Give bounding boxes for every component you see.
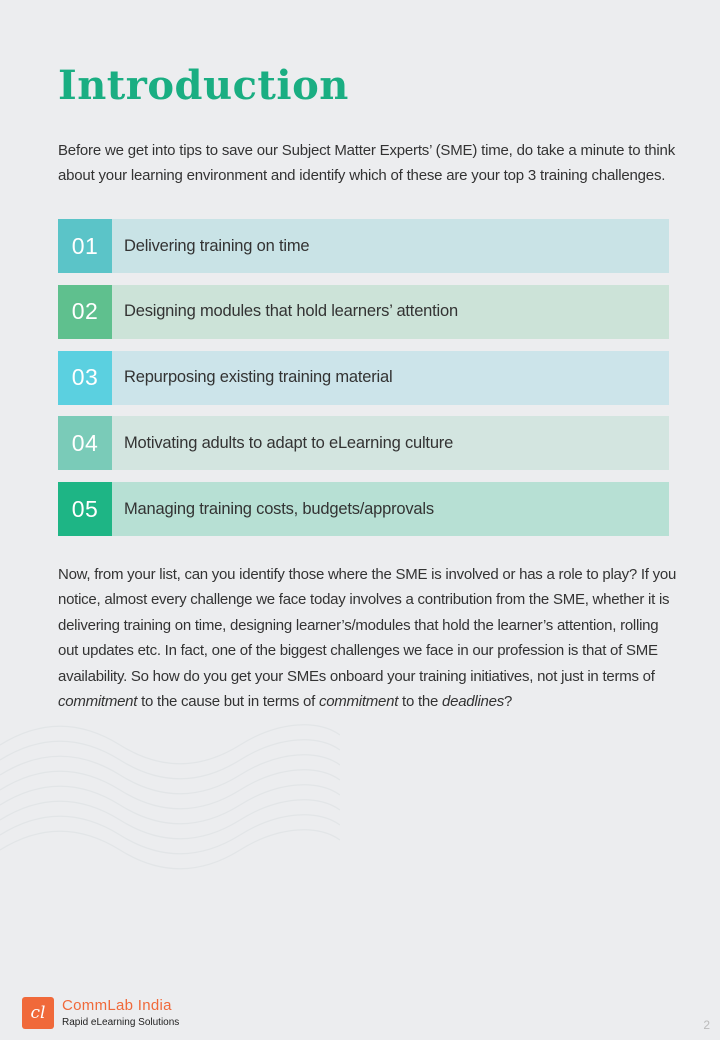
decorative-waves (0, 710, 340, 870)
body-text-part: Now, from your list, can you identify those where the SME is involved or has a role to play? If you notice, almost every challenge we face today involves a contribution from the SME, whether it is delivering training on time, designing learner’s/modules that hold the learner’s attention, rolling out updates etc. In fact, one of the biggest challenges we face in our profession is that of SME availability. So how do you get your SMEs onboard your training initiatives, not just in terms of (58, 566, 677, 685)
challenge-item-02 (58, 285, 669, 339)
challenge-label: Delivering training on time (112, 219, 669, 273)
body-text-part: to the (398, 693, 443, 711)
emphasis-commitment: commitment (58, 693, 138, 711)
body-paragraph (58, 562, 680, 714)
commlab-logo-icon: cl (22, 997, 54, 1029)
challenge-number: 04 (58, 416, 112, 470)
challenge-item-03 (58, 351, 669, 405)
body-text-part: to the cause but in terms of (137, 693, 319, 711)
challenges-list (58, 219, 669, 548)
body-text-part: ? (503, 693, 513, 711)
challenge-label: Repurposing existing training material (112, 351, 669, 405)
challenge-label: Designing modules that hold learners’ attention (112, 285, 669, 339)
challenge-label: Managing training costs, budgets/approvals (112, 482, 669, 536)
challenge-number: 01 (58, 219, 112, 273)
challenge-number: 02 (58, 285, 112, 339)
brand-logo (22, 997, 179, 1029)
challenge-label: Motivating adults to adapt to eLearning culture (112, 416, 669, 470)
page-title: Introduction (58, 62, 349, 109)
challenge-item-04 (58, 416, 669, 470)
challenge-item-01 (58, 219, 669, 273)
brand-name: CommLab India (62, 996, 172, 1014)
challenge-number: 05 (58, 482, 112, 536)
emphasis-deadlines: deadlines (442, 693, 504, 711)
emphasis-commitment: commitment (318, 693, 399, 711)
challenge-item-05 (58, 482, 669, 536)
intro-paragraph: Before we get into tips to save our Subject Matter Experts’ (SME) time, do take a minute to think about your learning environment and identify which of these are your top 3 training challenges. (58, 142, 676, 184)
page-number: 2 (703, 1018, 710, 1032)
challenge-number: 03 (58, 351, 112, 405)
logo-text (62, 998, 179, 1029)
brand-tagline: Rapid eLearning Solutions (62, 1016, 180, 1028)
